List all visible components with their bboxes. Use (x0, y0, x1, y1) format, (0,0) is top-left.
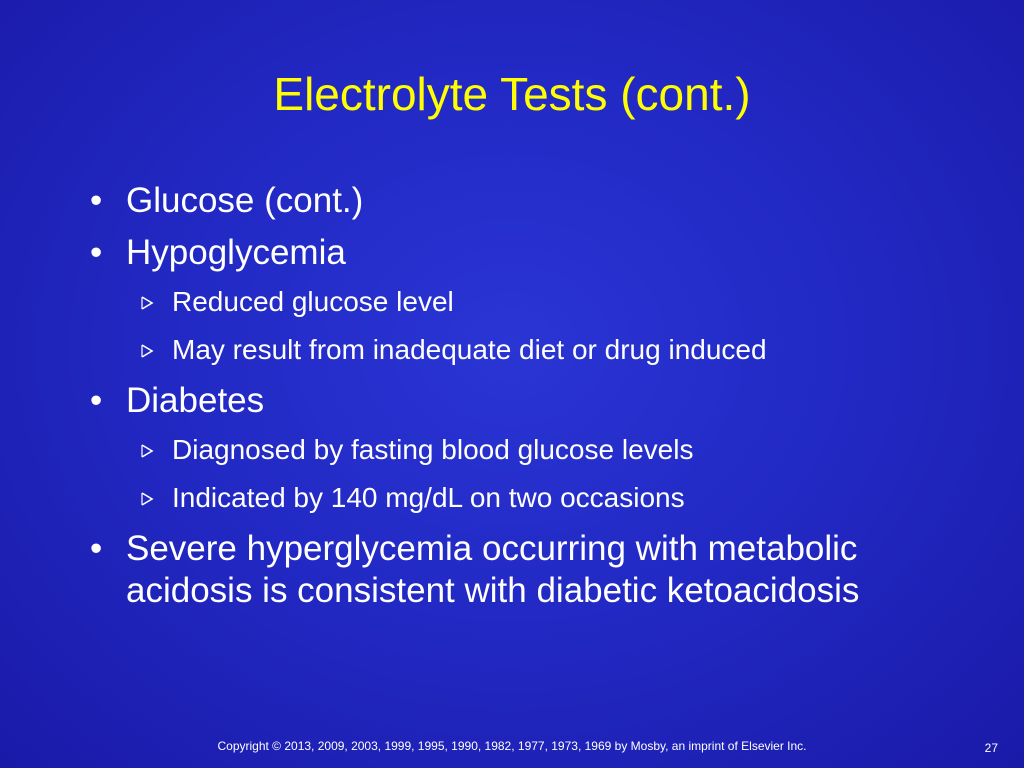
bullet-list (84, 180, 944, 622)
bullet-item (84, 380, 944, 422)
arrow-icon (140, 444, 154, 458)
bullet-item (84, 528, 944, 612)
arrow-icon (140, 296, 154, 310)
bullet-icon: • (90, 181, 103, 220)
sub-bullet-text: Indicated by 140 mg/dL on two occasions (172, 482, 685, 513)
sub-bullet-item (84, 332, 944, 368)
bullet-item (84, 232, 944, 274)
sub-bullet-text: Reduced glucose level (172, 286, 454, 317)
bullet-icon: • (90, 233, 103, 272)
sub-bullet-text: May result from inadequate diet or drug induced (172, 334, 767, 365)
arrow-icon (140, 492, 154, 506)
bullet-icon: • (90, 381, 103, 420)
sub-bullet-text: Diagnosed by fasting blood glucose levels (172, 434, 694, 465)
page-number: 27 (984, 741, 998, 755)
slide-title: Electrolyte Tests (cont.) (273, 68, 751, 120)
bullet-text: Glucose (cont.) (126, 181, 364, 220)
arrow-icon (140, 344, 154, 358)
sub-bullet-item (84, 432, 944, 468)
sub-bullet-item (84, 480, 944, 516)
bullet-text: Diabetes (126, 381, 265, 420)
bullet-text: Hypoglycemia (126, 233, 346, 272)
bullet-text: Severe hyperglycemia occurring with metabolic acidosis is consistent with diabetic ketoacidosis (126, 529, 860, 610)
bullet-icon: • (90, 529, 103, 568)
bullet-item (84, 180, 944, 222)
copyright-footer: Copyright © 2013, 2009, 2003, 1999, 1995, 1990, 1982, 1977, 1973, 1969 by Mosby, an imprint of Elsevier Inc. (217, 739, 807, 753)
sub-bullet-item (84, 284, 944, 320)
